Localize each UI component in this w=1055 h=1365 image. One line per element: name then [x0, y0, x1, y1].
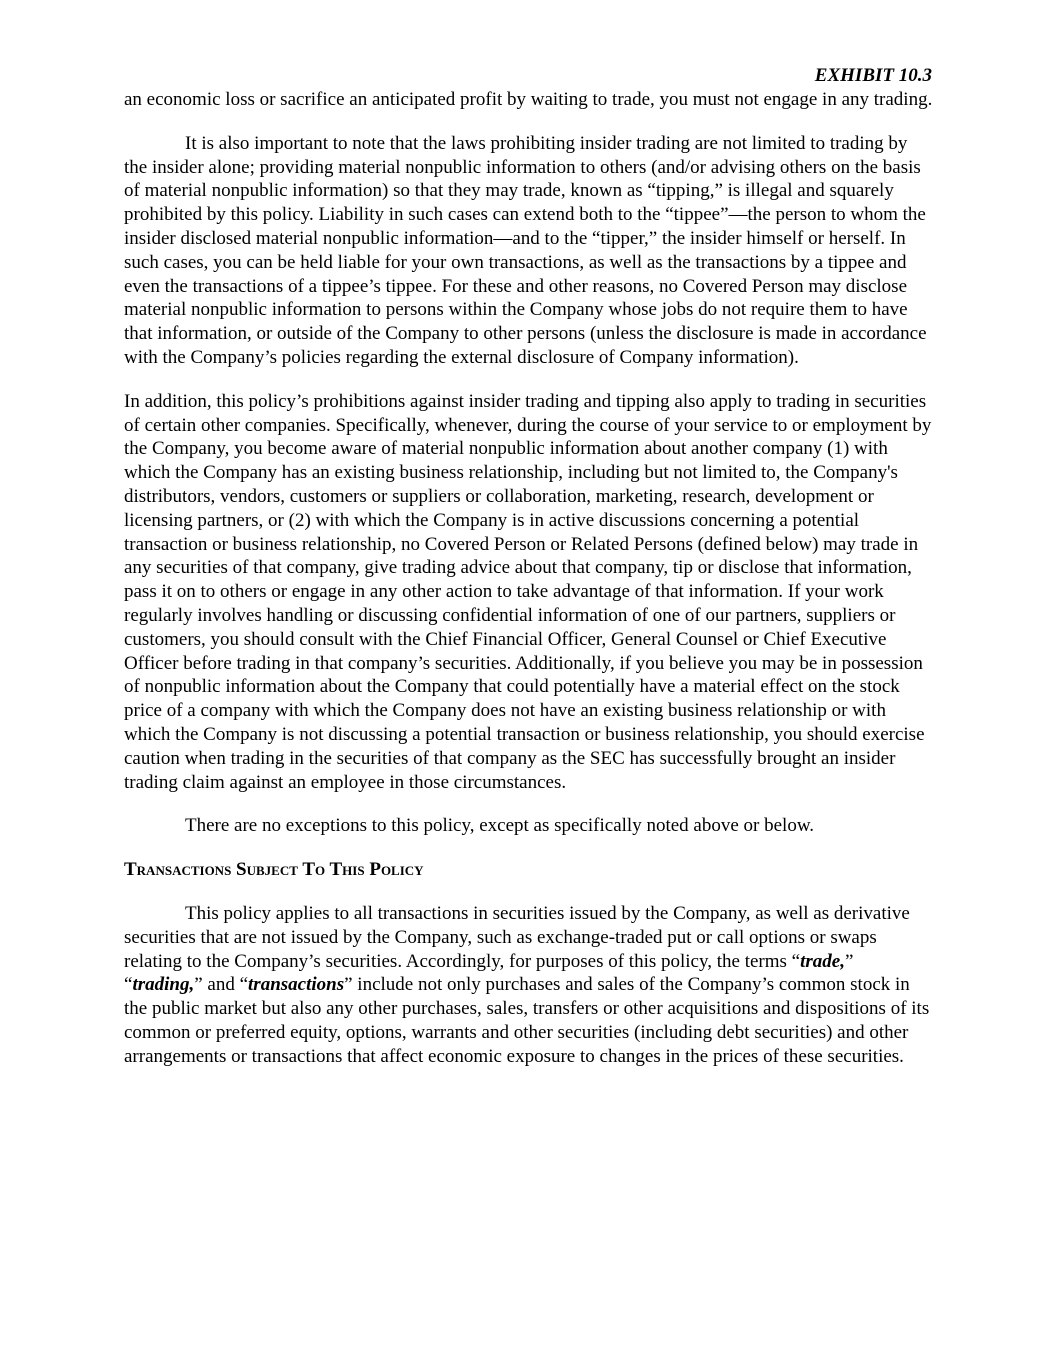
section-heading: Transactions Subject To This Policy	[124, 859, 424, 881]
paragraph-no-exceptions: There are no exceptions to this policy, except as specifically noted above or below.	[185, 815, 815, 837]
paragraph-other-companies: In addition, this policy’s prohibitions against insider trading and tipping also apply to trading in securities of certain other companies. Specifically, whenever, during the course of your service to or employment by the Company, you become aware of material nonpublic information about another company (1) with which the Company has an existing business relationship, including but not limited to, the Company's distributors, vendors, customers or suppliers or collaboration, marketing, research, development or licensing partners, or (2) with which the Company is in active discussions concerning a potential transaction or business relationship, no Covered Person or Related Persons (defined below) may trade in any securities of that company, give trading advice about that company, tip or disclose that information, pass it on to others or engage in any other action to take advantage of that information. If your work regularly involves handling or discussing confidential information of one of our partners, suppliers or customers, you should consult with the Chief Financial Officer, General Counsel or Chief Executive Officer before trading in that company’s securities. Additionally, if you believe you may be in possession of nonpublic information about the Company that could potentially have a material effect on the stock price of a company with which the Company does not have an existing business relationship or with which the Company is not discussing a potential transaction or business relationship, you should exercise caution when trading in the securities of that company as the SEC has successfully brought an insider trading claim against an employee in those circumstances.	[124, 390, 932, 793]
transactions-text-3: ” and “	[194, 974, 249, 996]
term-trading: trading,	[132, 974, 195, 996]
transactions-text-2: ” “	[124, 950, 854, 996]
term-trade: trade,	[800, 950, 845, 972]
transactions-text-1: This policy applies to all transactions in securities issued by the Company, as well as derivative securities that are not issued by the Company, such as exchange-traded put or call options or swaps relating to the Company’s securities. Accordingly, for purposes of this policy, the terms “	[124, 902, 910, 972]
transactions-text-4: ” include not only purchases and sales of the Company’s common stock in the public market but also any other purchases, sales, transfers or other acquisitions and dispositions of its common or preferred equity, options, warrants and other securities (including debt securities) and other arrangements or transactions that affect economic exposure to changes in the prices of these securities.	[124, 974, 930, 1067]
paragraph-continuation: an economic loss or sacrifice an anticipated profit by waiting to trade, you must not engage in any trading.	[124, 89, 933, 110]
paragraph-tipping: It is also important to note that the laws prohibiting insider trading are not limited to trading by the insider alone; providing material nonpublic information to others (and/or advising others on the basis of material nonpublic information) so that they may trade, known as “tipping,” is illegal and squarely prohibited by this policy. Liability in such cases can extend both to the “tippee”—the person to whom the insider disclosed material nonpublic information—and to the “tipper,” the insider himself or herself. In such cases, you can be held liable for your own transactions, as well as the transactions by a tippee and even the transactions of a tippee’s tippee. For these and other reasons, no Covered Person may disclose material nonpublic information to persons within the Company whose jobs do not require them to have that information, or outside of the Company to other persons (unless the disclosure is made in accordance with the Company’s policies regarding the external disclosure of Company information).	[124, 132, 927, 368]
document-body	[124, 88, 934, 1088]
paragraph-transactions	[124, 902, 934, 1069]
exhibit-label: EXHIBIT 10.3	[814, 65, 932, 86]
term-transactions: transactions	[248, 974, 345, 996]
